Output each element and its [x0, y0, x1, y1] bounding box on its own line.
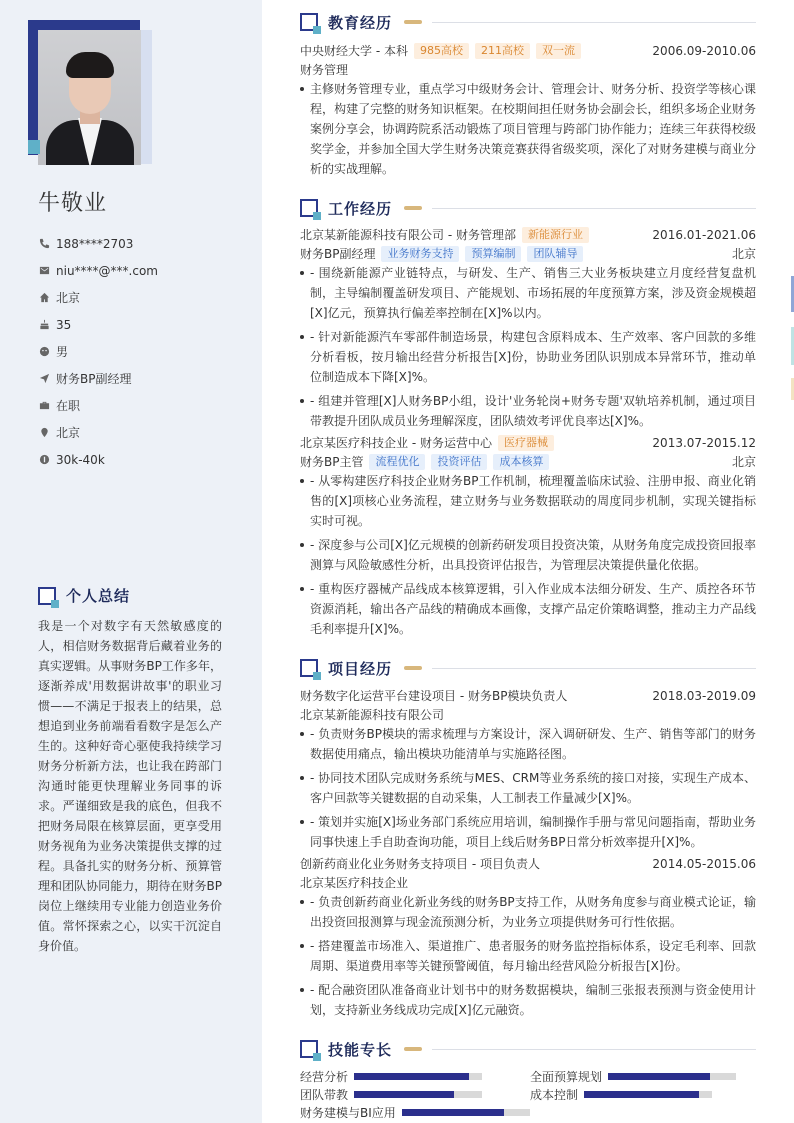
- list-item: - 深度参与公司[X]亿元规模的创新药研发项目投资决策，从财务角度完成投资回报率测算与风险敏感性分析，出具投资评估报告，为管理层决策提供量化依据。: [300, 535, 756, 575]
- cake-icon: [38, 319, 50, 331]
- projects-title: 项目经历: [328, 659, 393, 678]
- school-tag: 211高校: [475, 43, 530, 59]
- list-item: - 配合融资团队准备商业计划书中的财务数据模块，编制三张报表预测与资金使用计划，支持新业务线成功完成[X]亿元融资。: [300, 980, 756, 1020]
- education-header: [300, 12, 756, 32]
- position-text: 财务BP副经理: [56, 372, 132, 386]
- send-icon: [38, 373, 50, 385]
- info-status: [38, 392, 158, 419]
- skills-title: 技能专长: [328, 1040, 393, 1059]
- skill-tag: 预算编制: [465, 246, 521, 262]
- education-date: 2006.09-2010.06: [652, 43, 756, 58]
- skill-tag: 成本核算: [493, 454, 549, 470]
- project-name: 创新药商业化业务财务支持项目 - 项目负责人: [300, 857, 540, 871]
- list-item: - 从零构建医疗科技企业财务BP工作机制，梳理覆盖临床试验、注册申报、商业化销售的[X]项核心业务流程，建立财务与业务数据联动的周度同步机制，实现关键指标实时可视。: [300, 471, 756, 531]
- list-item: - 围绕新能源产业链特点，与研发、生产、销售三大业务板块建立月度经营复盘机制，主导编制覆盖研发项目、产能规划、市场拓展的年度预算方案，涉及资金规模超[X]亿元，预算执行偏差率控制在[X]%以内。: [300, 263, 756, 323]
- section-square-icon: [38, 587, 56, 605]
- skill-fill: [402, 1109, 504, 1116]
- work-title: 工作经历: [328, 199, 393, 218]
- education-major: 财务管理: [300, 63, 349, 77]
- skill-fill: [608, 1073, 710, 1080]
- info-home: [38, 284, 158, 311]
- school-tag: 985高校: [414, 43, 469, 59]
- project-company: 北京某医疗科技企业: [300, 876, 409, 890]
- email-text: niu****@***.com: [56, 263, 158, 278]
- gender-icon: [38, 346, 50, 358]
- info-position: [38, 365, 158, 392]
- skill-name: 财务建模与BI应用: [300, 1105, 396, 1120]
- list-item: - 协同技术团队完成财务系统与MES、CRM等业务系统的接口对接，实现生产成本、客户回款等关键数据的自动采集，人工制表工作量减少[X]%。: [300, 768, 756, 808]
- work-header: [300, 198, 756, 218]
- list-item: - 负责创新药商业化新业务线的财务BP支持工作，从财务角度参与商业模式论证，输出投资回报测算与现金流预测分析，为业务立项提供财务可行性依据。: [300, 892, 756, 932]
- education-bullets: [300, 79, 756, 179]
- skill-item: [530, 1067, 736, 1085]
- home-text: 北京: [56, 291, 81, 305]
- school-tag: 双一流: [536, 43, 581, 59]
- section-square-icon: [300, 13, 318, 31]
- list-item: - 搭建覆盖市场准入、渠道推广、患者服务的财务监控指标体系，设定毛利率、回款周期、渠道费用率等关键预警阈值，每月输出经营风险分析报告[X]份。: [300, 936, 756, 976]
- job-date: 2013.07-2015.12: [652, 435, 756, 450]
- skill-fill: [584, 1091, 699, 1098]
- project-bullets: [300, 724, 756, 852]
- job-city: 北京: [731, 455, 756, 469]
- skill-name: 成本控制: [530, 1087, 579, 1102]
- project-company: 北京某新能源科技有限公司: [300, 708, 445, 722]
- skill-bar: [608, 1073, 736, 1080]
- skill-name: 团队带教: [300, 1087, 349, 1102]
- section-square-icon: [300, 1040, 318, 1058]
- phone-icon: [38, 238, 50, 250]
- salary-text: 30k-40k: [56, 452, 105, 467]
- work-job-2: [300, 433, 756, 643]
- skill-bar: [402, 1109, 530, 1116]
- section-square-icon: [300, 659, 318, 677]
- skill-tag: 投资评估: [431, 454, 487, 470]
- skill-item: [300, 1103, 530, 1121]
- section-square-icon: [300, 199, 318, 217]
- skill-tag: 业务财务支持: [381, 246, 459, 262]
- projects-header: [300, 658, 756, 678]
- avatar: [38, 30, 141, 165]
- job-company: 北京某医疗科技企业 - 财务运营中心: [300, 436, 492, 450]
- skill-bar: [354, 1091, 482, 1098]
- list-item: - 策划并实施[X]场业务部门系统应用培训，编制操作手册与常见问题指南，帮助业务同事快速上手自助查询功能，项目上线后财务BP日常分析效率提升[X]%。: [300, 812, 756, 852]
- project-2: [300, 854, 756, 1024]
- list-item: 主修财务管理专业，重点学习中级财务会计、管理会计、财务分析、投资学等核心课程，构建了完整的财务知识框架。在校期间担任财务协会副会长，组织多场企业财务案例分享会，协调跨院系活动锻炼了项目管理与跨部门协作能力；连续三年获得校级奖学金，并参加全国大学生财务决策竞赛获得省级奖项，深化了对财务建模与商业分析的实战理解。: [300, 79, 756, 179]
- candidate-name: 牛敬业: [38, 191, 108, 216]
- salary-icon: [38, 454, 50, 466]
- summary-title: 个人总结: [66, 587, 131, 605]
- skills-header: [300, 1039, 756, 1059]
- project-bullets: [300, 892, 756, 1020]
- education-title: 教育经历: [328, 13, 393, 32]
- education-section: [300, 41, 756, 183]
- status-text: 在职: [56, 399, 81, 413]
- job-bullets: [300, 263, 756, 431]
- summary-text: 我是一个对数字有天然敏感度的人，相信财务数据背后藏着业务的真实逻辑。从事财务BP工作多年，逐渐养成'用数据讲故事'的职业习惯——不满足于报表上的结果，总想追到业务前端看看数字是怎么产生的。这种好奇心驱使我持续学习财务分析新方法，也让我在跨部门沟通时能更快理解业务同事的诉求。严谨细致是我的底色，但我不把财务局限在核算层面，更享受用财务视角为业务决策提供支撑的过程。具备扎实的财务分析、预算管理和团队协同能力，期待在财务BP岗位上继续用专业能力创造业务价值。常怀探索之心，以实干沉淀自身价值。: [38, 619, 222, 953]
- location-text: 北京: [56, 426, 81, 440]
- industry-tag: 医疗器械: [498, 435, 554, 451]
- industry-tag: 新能源行业: [522, 227, 589, 243]
- list-item: - 组建并管理[X]人财务BP小组，设计'业务轮岗+财务专题'双轨培养机制，通过项目带教提升团队成员业务理解深度，团队绩效考评优良率达[X]%。: [300, 391, 756, 431]
- skill-bar: [584, 1091, 712, 1098]
- skill-item: [300, 1067, 482, 1085]
- job-date: 2016.01-2021.06: [652, 227, 756, 242]
- photo-frame-accent: [28, 140, 40, 154]
- location-icon: [38, 427, 50, 439]
- job-position: 财务BP副经理: [300, 247, 376, 261]
- home-icon: [38, 292, 50, 304]
- skill-item: [300, 1085, 482, 1103]
- job-company: 北京某新能源科技有限公司 - 财务管理部: [300, 228, 516, 242]
- project-1: [300, 686, 756, 856]
- info-salary: [38, 446, 158, 473]
- age-text: 35: [56, 317, 72, 332]
- list-item: - 负责财务BP模块的需求梳理与方案设计，深入调研研发、生产、销售等部门的财务数据使用痛点，输出模块功能清单与实施路径图。: [300, 724, 756, 764]
- skill-tag: 团队辅导: [527, 246, 583, 262]
- sidebar: [0, 0, 262, 1123]
- info-gender: [38, 338, 158, 365]
- info-location: [38, 419, 158, 446]
- skill-fill: [354, 1073, 469, 1080]
- email-icon: [38, 265, 50, 277]
- job-bullets: [300, 471, 756, 639]
- briefcase-icon: [38, 400, 50, 412]
- skill-fill: [354, 1091, 454, 1098]
- project-date: 2018.03-2019.09: [652, 688, 756, 703]
- info-age: [38, 311, 158, 338]
- project-date: 2014.05-2015.06: [652, 856, 756, 871]
- skill-bar: [354, 1073, 482, 1080]
- info-email: [38, 257, 158, 284]
- phone-text: 188****2703: [56, 236, 134, 251]
- school-name: 中央财经大学 - 本科: [300, 44, 408, 58]
- skill-item: [530, 1085, 712, 1103]
- skill-name: 经营分析: [300, 1069, 349, 1084]
- list-item: - 重构医疗器械产品线成本核算逻辑，引入作业成本法细分研发、生产、质控各环节资源消耗，输出各产品线的精确成本画像，支撑产品定价策略调整，推动主力产品线毛利率提升[X]%。: [300, 579, 756, 639]
- info-phone: [38, 230, 158, 257]
- skill-tag: 流程优化: [369, 454, 425, 470]
- contact-info-list: [38, 230, 158, 473]
- skill-name: 全面预算规划: [530, 1069, 603, 1084]
- job-city: 北京: [731, 247, 756, 261]
- project-name: 财务数字化运营平台建设项目 - 财务BP模块负责人: [300, 689, 568, 703]
- gender-text: 男: [56, 345, 69, 359]
- summary-header: [38, 585, 130, 606]
- work-job-1: [300, 225, 756, 435]
- job-position: 财务BP主管: [300, 455, 364, 469]
- list-item: - 针对新能源汽车零部件制造场景，构建包含原料成本、生产效率、客户回款的多维分析看板，按月输出经营分析报告[X]份，协助业务团队识别成本异常环节，推动单位制造成本下降[X]%。: [300, 327, 756, 387]
